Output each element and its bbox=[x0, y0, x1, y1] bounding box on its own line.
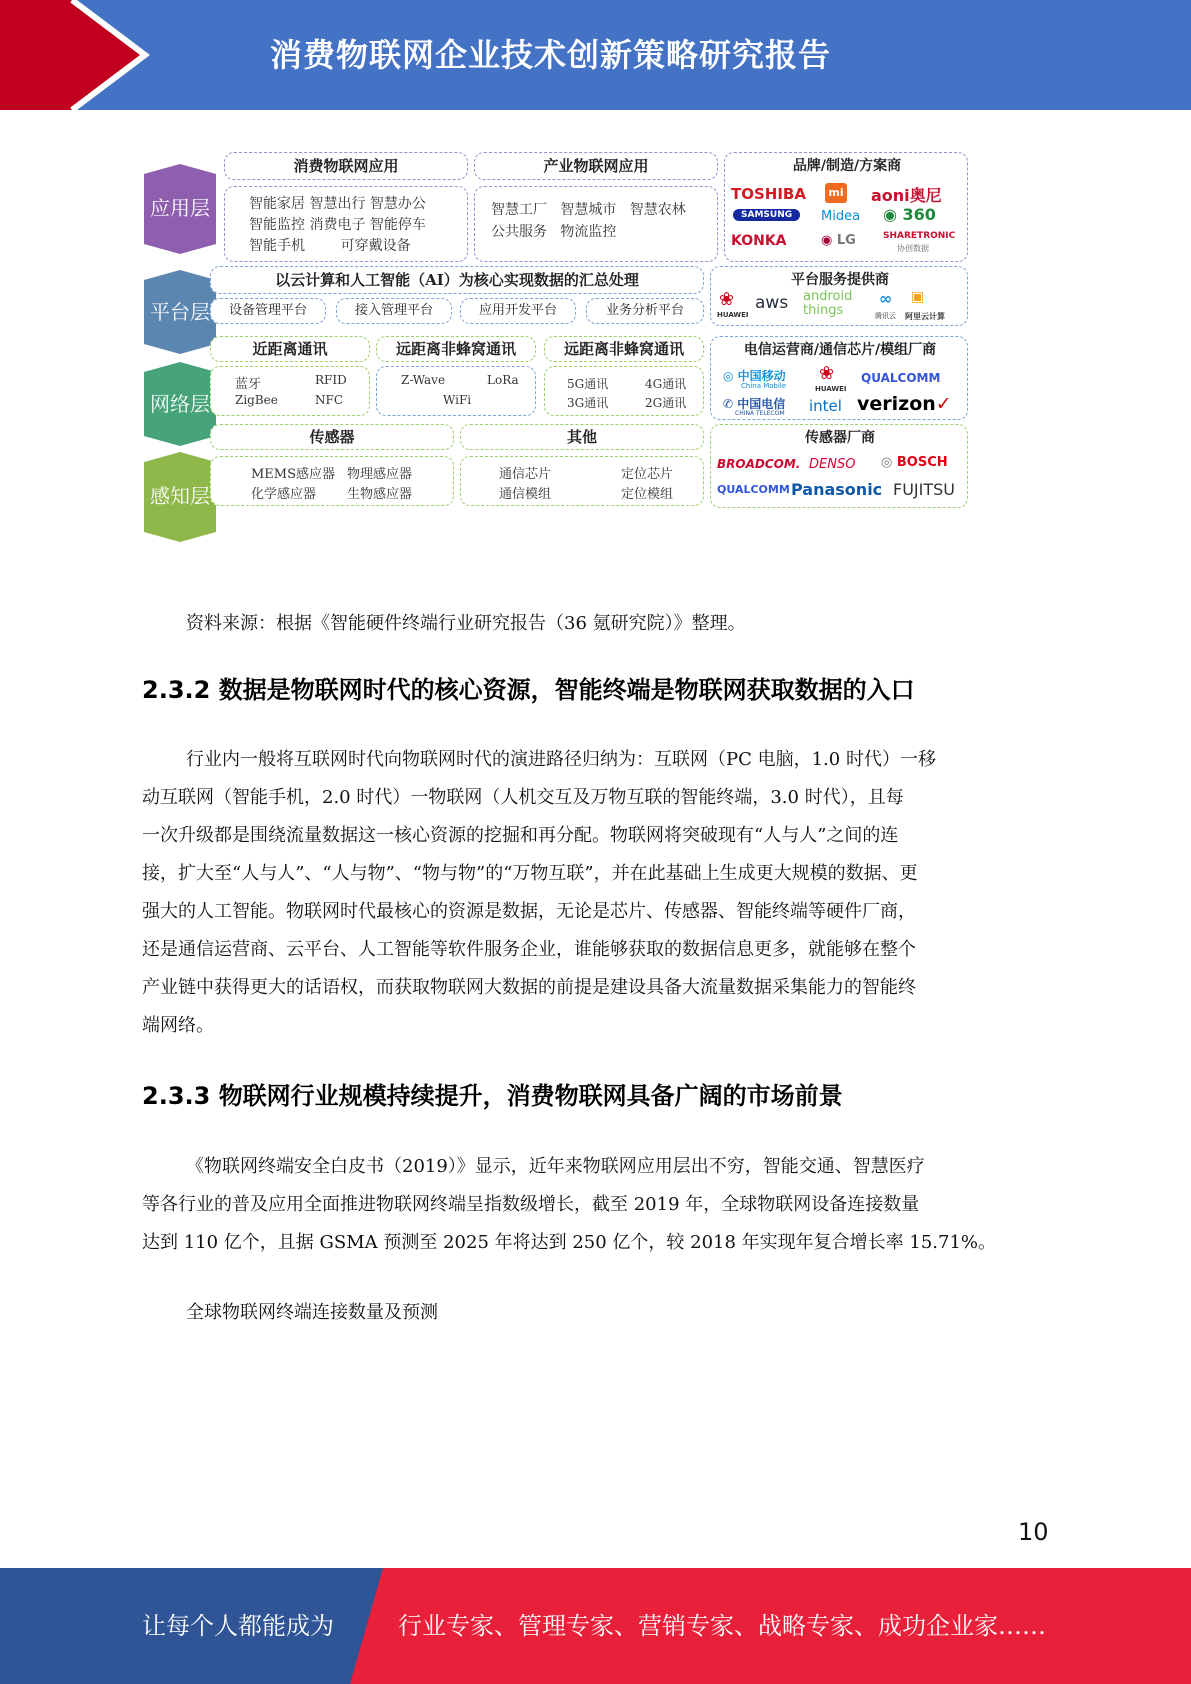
platform-item: 设备管理平台 bbox=[210, 298, 326, 324]
layer-badge-network: 网络层 bbox=[144, 362, 216, 450]
xiaomi-logo: mi bbox=[825, 183, 847, 203]
short-range-title: 近距离通讯 bbox=[210, 336, 370, 362]
huawei-icon: ❀ bbox=[719, 289, 735, 310]
footer-slogan-left: 让每个人都能成为 bbox=[142, 1612, 334, 1640]
sensor-box: MEMS感应器 物理感应器 化学感应器 生物感应器 bbox=[210, 456, 454, 506]
section-heading-2-3-3: 2.3.3 物联网行业规模持续提升，消费物联网具备广阔的市场前景 bbox=[142, 1082, 843, 1110]
sharetronic-logo: SHARETRONIC bbox=[883, 231, 956, 241]
aoni-logo: aoni奥尼 bbox=[871, 186, 942, 205]
platform-title: 以云计算和人工智能（AI）为核心实现数据的汇总处理 bbox=[210, 266, 704, 294]
layer-badge-application: 应用层 bbox=[144, 164, 216, 252]
brand-vendors-box: 品牌/制造/方案商 TOSHIBA mi aoni奥尼 SAMSUNG Midea ◉ 360 KONKA ◉ LG SHARETRONIC 协创数据 bbox=[724, 152, 968, 262]
samsung-logo: SAMSUNG bbox=[733, 209, 800, 221]
bosch-logo: ◎ BOSCH bbox=[881, 455, 948, 470]
verizon-logo: verizon✓ bbox=[857, 393, 952, 415]
page-number: 10 bbox=[1018, 1518, 1049, 1546]
lg-logo: ◉ LG bbox=[821, 233, 856, 248]
long-range-noncellular-box: Z-Wave LoRa WiFi bbox=[376, 366, 536, 416]
carriers-box: 电信运营商/通信芯片/模组厂商 ◎ 中国移动 China Mobile ❀ HUAWEI QUALCOMM ✆ 中国电信 CHINA TELECOM intel verizon✓ bbox=[710, 336, 968, 420]
figure-caption: 全球物联网终端连接数量及预测 bbox=[186, 1302, 438, 1323]
aliyun-logo: 阿里云计算 bbox=[905, 312, 945, 321]
huawei-icon: ❀ bbox=[819, 363, 835, 384]
fujitsu-logo: FUJITSU bbox=[893, 480, 955, 499]
other-title: 其他 bbox=[460, 424, 704, 450]
layer-badge-sensing: 感知层 bbox=[144, 452, 216, 540]
360-logo: ◉ 360 bbox=[883, 205, 936, 224]
china-mobile-logo: ◎ 中国移动 bbox=[723, 369, 786, 383]
midea-logo: Midea bbox=[821, 209, 861, 224]
footer-slogan-right: 行业专家、管理专家、营销专家、战略专家、成功企业家…… bbox=[398, 1612, 1046, 1640]
denso-logo: DENSO bbox=[809, 457, 856, 472]
platform-item: 业务分析平台 bbox=[586, 298, 704, 324]
konka-logo: KONKA bbox=[731, 233, 787, 249]
sensor-vendors-box: 传感器厂商 BROADCOM. DENSO ◎ BOSCH QUALCOMM Panasonic FUJITSU bbox=[710, 424, 968, 508]
huawei-logo: HUAWEI bbox=[717, 311, 749, 319]
section-heading-2-3-2: 2.3.2 数据是物联网时代的核心资源，智能终端是物联网获取数据的入口 bbox=[142, 676, 915, 704]
aws-logo: aws bbox=[755, 293, 789, 313]
report-title: 消费物联网企业技术创新策略研究报告 bbox=[270, 36, 832, 74]
platform-item: 接入管理平台 bbox=[336, 298, 452, 324]
iot-architecture-diagram bbox=[140, 150, 1030, 550]
long-range-noncellular-title: 远距离非蜂窝通讯 bbox=[376, 336, 536, 362]
sensor-title: 传感器 bbox=[210, 424, 454, 450]
sharetronic-cn-logo: 协创数据 bbox=[897, 244, 929, 253]
source-note: 资料来源：根据《智能硬件终端行业研究报告（36 氪研究院）》整理。 bbox=[186, 613, 746, 634]
tencent-cloud-logo: 腾讯云 bbox=[875, 312, 896, 320]
cellular-title: 远距离非蜂窝通讯 bbox=[544, 336, 704, 362]
other-box: 通信芯片 定位芯片 通信模组 定位模组 bbox=[460, 456, 704, 506]
industrial-iot-title: 产业物联网应用 bbox=[474, 152, 718, 180]
page-header bbox=[0, 0, 1191, 110]
intel-logo: intel bbox=[809, 397, 842, 415]
panasonic-logo: Panasonic bbox=[791, 480, 883, 499]
section-paragraph: 《物联网终端安全白皮书（2019）》显示，近年来物联网应用层出不穷，智能交通、智慧医疗 等各行业的普及应用全面推进物联网终端呈指数级增长，截至 2019 年，全球物联网设备连接数量 达到 110 亿个，且据 GSMA 预测至 2025 年将达到 250 亿个，较 2018 年实现年复合增长率 15.71%。 bbox=[142, 1156, 997, 1253]
consumer-iot-title: 消费物联网应用 bbox=[224, 152, 468, 180]
platform-providers-box: 平台服务提供商 ❀ HUAWEI aws android things ∞ 腾讯云 ▣ 阿里云计算 bbox=[710, 266, 968, 326]
section-paragraph: 行业内一般将互联网时代向物联网时代的演进路径归纳为：互联网（PC 电脑，1.0 时代）一移 动互联网（智能手机，2.0 时代）一物联网（人机交互及万物互联的智能终端，3.0 时代），且每 一次升级都是围绕流量数据这一核心资源的挖掘和再分配。物联网将突破现有“人与人”之间的连 接，扩大至“人与人”、“人与物”、“物与物”的“万物互联”，并在此基础上生成更大规模的数据、更 强大的人工智能。物联网时代最核心的资源是数据，无论是芯片、传感器、智能终端等硬件厂商， 还是通信运营商、云平台、人工智能等软件服务企业，谁能够获取的数据信息更多，就能够在整个 产业链中获得更大的话语权，而获取物联网大数据的前提是建设具备大流量数据采集能力的智能终 端网络。 bbox=[142, 749, 936, 1036]
header-red-arrow bbox=[0, 0, 150, 110]
cellular-box: 5G通讯 4G通讯 3G通讯 2G通讯 bbox=[544, 366, 704, 416]
page-footer bbox=[0, 1568, 1191, 1684]
china-telecom-logo: ✆ 中国电信 bbox=[723, 397, 786, 411]
china-mobile-en: China Mobile bbox=[741, 382, 787, 390]
qualcomm-logo: QUALCOMM bbox=[717, 483, 790, 496]
consumer-iot-box: 智能家居 智慧出行 智慧办公 智能监控 消费电子 智能停车 智能手机 可穿戴设备 bbox=[224, 186, 468, 262]
broadcom-logo: BROADCOM. bbox=[717, 457, 801, 471]
huawei-logo: HUAWEI bbox=[815, 385, 847, 393]
layer-badge-platform: 平台层 bbox=[144, 270, 216, 358]
industrial-iot-box: 智慧工厂 智慧城市 智慧农林 公共服务 物流监控 bbox=[474, 186, 718, 262]
android-things-logo: android things bbox=[803, 289, 853, 318]
platform-item: 应用开发平台 bbox=[460, 298, 576, 324]
short-range-box: 蓝牙 RFID ZigBee NFC bbox=[210, 366, 370, 416]
toshiba-logo: TOSHIBA bbox=[731, 185, 806, 203]
china-telecom-en: CHINA TELECOM bbox=[735, 410, 785, 417]
qualcomm-logo: QUALCOMM bbox=[861, 371, 941, 385]
tencent-cloud-icon: ∞ bbox=[879, 289, 893, 308]
aliyun-icon: ▣ bbox=[911, 289, 925, 305]
